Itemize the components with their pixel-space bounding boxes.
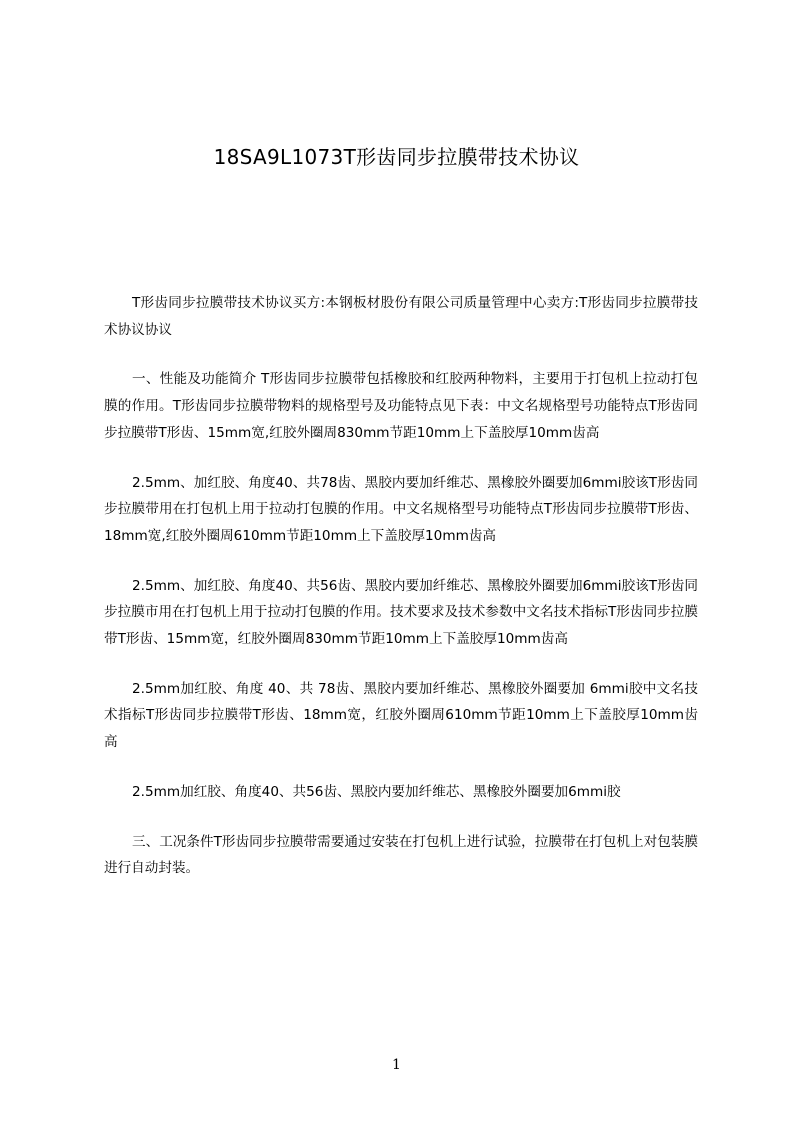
paragraph-spec-1: 2.5mm、加红胶、角度40、共78齿、黑胶内要加纤维芯、黑橡胶外圈要加6mmi胶该T形齿同步拉膜带用在打包机上用于拉动打包膜的作用。中文名规格型号功能特点T形齿同步拉膜带T形齿、18mm宽,红胶外圈周610mm节距10mm上下盖胶厚10mm齿高 (104, 474, 698, 544)
paragraph-conditions: 三、工况条件T形齿同步拉膜带需要通过安装在打包机上进行试验，拉膜带在打包机上对包装膜进行自动封装。 (104, 833, 698, 877)
paragraph-performance: 一、性能及功能简介 T形齿同步拉膜带包括橡胶和红胶两种物料，主要用于打包机上拉动打包膜的作用。T形齿同步拉膜带物料的规格型号及功能特点见下表：中文名规格型号功能特点T形齿同步拉膜带T形齿、15mm宽,红胶外圈周830mm节距10mm上下盖胶厚10mm齿高 (104, 371, 698, 441)
paragraph-intro: T形齿同步拉膜带技术协议买方:本钢板材股份有限公司质量管理中心卖方:T形齿同步拉膜带技术协议协议 (104, 295, 698, 338)
paragraph-spec-4: 2.5mm加红胶、角度40、共56齿、黑胶内要加纤维芯、黑橡胶外圈要加6mmi胶 (132, 783, 621, 800)
document-body (104, 290, 698, 905)
document-title: 18SA9L1073T形齿同步拉膜带技术协议 (213, 145, 580, 169)
paragraph-spec-3: 2.5mm加红胶、角度 40、共 78齿、黑胶内要加纤维芯、黑橡胶外圈要加 6mmi胶中文名技术指标T形齿同步拉膜带T形齿、18mm宽，红胶外圈周610mm节距10mm上下盖胶厚10mm齿高 (104, 680, 698, 751)
page-number: 1 (392, 1057, 401, 1073)
paragraph-spec-2: 2.5mm、加红胶、角度40、共56齿、黑胶内要加纤维芯、黑橡胶外圈要加6mmi胶该T形齿同步拉膜市用在打包机上用于拉动打包膜的作用。技术要求及技术参数中文名技术指标T形齿同步拉膜带T形齿、15mm宽，红胶外圈周830mm节距10mm上下盖胶厚10mm齿高 (104, 577, 698, 648)
